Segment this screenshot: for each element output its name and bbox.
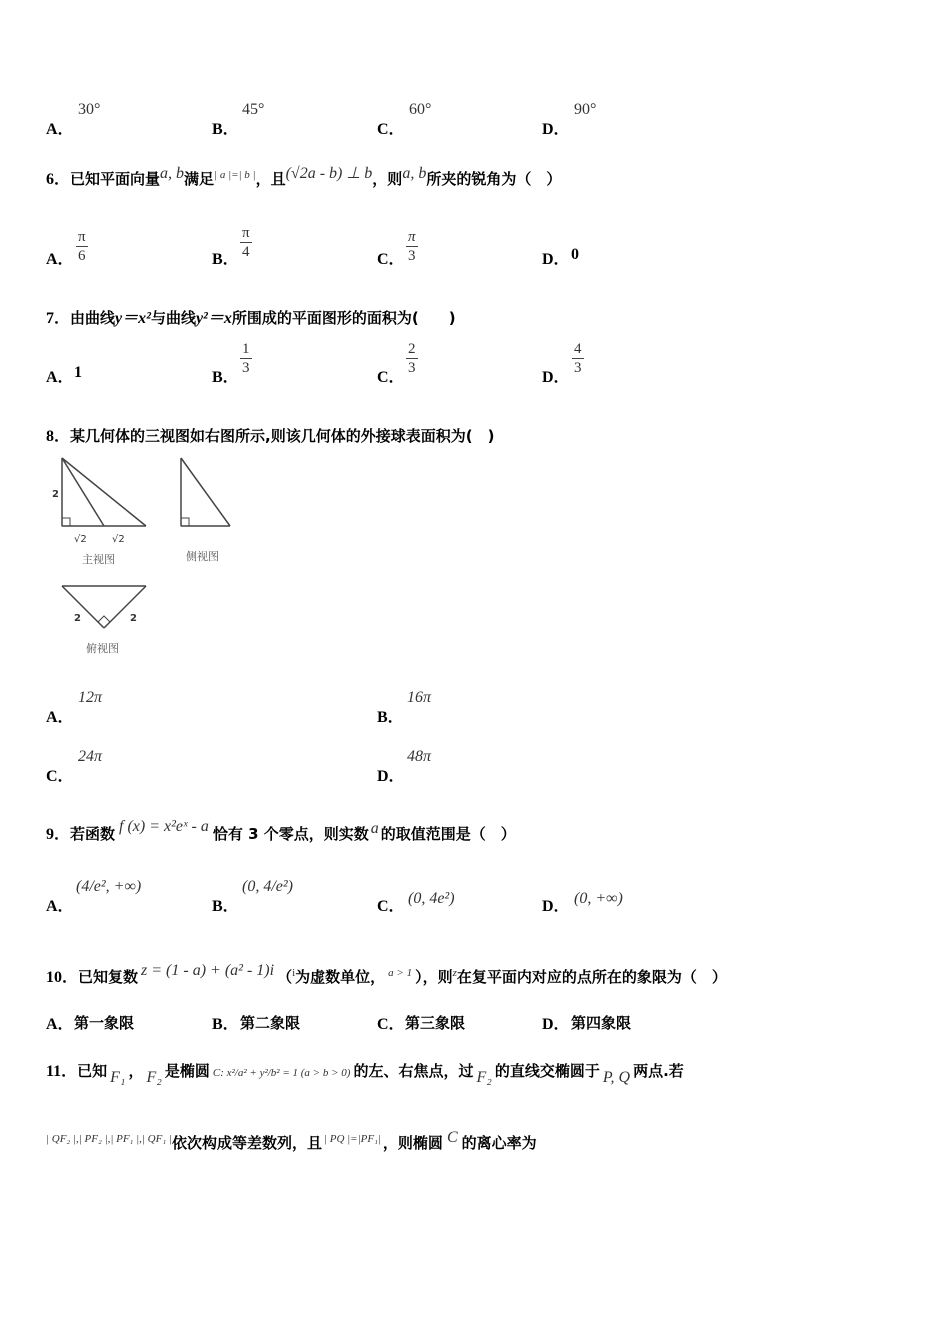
q10-option-c-value: 第三象限 — [405, 1014, 466, 1032]
q6-text-5: 所夹的锐角为（ ） — [426, 170, 562, 188]
q11-text-9: 的离心率为 — [461, 1134, 537, 1152]
q10-text-4: ），则 — [415, 968, 453, 986]
q9-text-2: 恰有 3 个零点，则实数 — [212, 825, 369, 843]
question-11-line-1 — [46, 1058, 684, 1086]
q6-number: 6． — [46, 171, 71, 188]
q11-math-3: C: x²/a² + y²/b² = 1 (a > b > 0) — [212, 1067, 351, 1079]
q5-option-b-value: 45° — [242, 101, 265, 118]
q5-option-a-label: A． — [46, 121, 74, 138]
front-base2-label: √2 — [112, 534, 125, 545]
q11-number: 11． — [46, 1063, 78, 1080]
q9-text-3: 的取值范围是（ ） — [380, 825, 516, 843]
q6-option-c-label: C． — [377, 251, 405, 268]
q11-math-4: F₂ — [476, 1069, 492, 1086]
q9-number: 9． — [46, 826, 71, 843]
q11-text-2: ， — [128, 1062, 144, 1080]
q11-math-8: C — [446, 1129, 458, 1146]
q10-option-b-value: 第二象限 — [240, 1014, 301, 1032]
q8-text: 某几何体的三视图如右图所示,则该几何体的外接球表面积为( ) — [70, 427, 495, 445]
question-9 — [46, 818, 516, 844]
q10-text-2: （ — [277, 968, 293, 986]
top-view-caption: 俯视图 — [86, 642, 119, 655]
q10-math-3: a > 1 — [388, 967, 413, 979]
q10-option-d-label: D． — [542, 1016, 570, 1033]
q6-math-1: a, b — [160, 165, 185, 182]
top-left-label: 2 — [74, 613, 81, 624]
q11-text-4: 的左、右焦点，过 — [353, 1062, 474, 1080]
q6-option-d-value: 0 — [571, 246, 579, 263]
q11-text-3: 是椭圆 — [164, 1062, 210, 1080]
q5-option-c-label: C． — [377, 121, 405, 138]
q8-option-b-value: 16π — [407, 689, 432, 706]
q6-option-d-label: D． — [542, 251, 570, 268]
front-height-label: 2 — [52, 489, 59, 500]
q7-text-3: 所围成的平面图形的面积为( ) — [231, 309, 456, 327]
q9-option-b-label: B． — [212, 898, 239, 915]
q7-option-b-label: B． — [212, 369, 239, 386]
q9-option-a-value: (4/e², +∞) — [76, 878, 142, 895]
q5-option-d-label: D． — [542, 121, 570, 138]
q7-option-a-label: A． — [46, 369, 74, 386]
q11-text-1: 已知 — [77, 1062, 108, 1080]
q11-math-2: F₂ — [146, 1069, 162, 1086]
q5-option-b-label: B． — [212, 121, 239, 138]
q10-text-5: 在复平面内对应的点所在的象限为（ ） — [456, 968, 727, 986]
q10-math-1: z = (1 - a) + (a² - 1)i — [141, 962, 275, 979]
q9-option-d-value: (0, +∞) — [574, 890, 623, 907]
top-view — [62, 586, 146, 655]
q7-option-c-frac: $\frac{2}{3}$ — [408, 341, 416, 376]
q6-math-4: a, b — [402, 165, 427, 182]
side-view — [181, 458, 230, 563]
q8-option-d-label: D． — [377, 768, 405, 785]
front-view — [52, 458, 146, 566]
q11-math-7: | PQ |=|PF₁| — [323, 1133, 381, 1145]
question-8 — [46, 423, 494, 446]
q9-option-c-value: (0, 4e²) — [408, 890, 455, 907]
q9-math-2: a — [370, 820, 379, 837]
question-7 — [46, 305, 456, 328]
q6-math-2: | a |=| b | — [214, 169, 256, 181]
q11-text-8: ，则椭圆 — [382, 1134, 443, 1152]
q6-text-1: 已知平面向量 — [70, 170, 161, 188]
q10-text-3: 为虚数单位， — [295, 968, 386, 986]
side-view-caption: 侧视图 — [186, 550, 219, 563]
q11-text-7: 依次构成等差数列，且 — [171, 1134, 322, 1152]
q10-option-a-value: 第一象限 — [74, 1014, 135, 1032]
q9-text-1: 若函数 — [70, 825, 116, 843]
q8-option-c-label: C． — [46, 768, 74, 785]
q7-option-c-label: C． — [377, 369, 405, 386]
q6-text-2: 满足 — [184, 170, 215, 188]
q6-text-3: ，且 — [255, 170, 286, 188]
q6-option-a-label: A． — [46, 251, 74, 268]
q10-math-4: z — [452, 967, 457, 979]
q11-math-5: P, Q — [602, 1069, 631, 1086]
q7-option-b-frac: $\frac{1}{3}$ — [242, 341, 250, 376]
q9-option-c-label: C． — [377, 898, 405, 915]
q6-option-b-label: B． — [212, 251, 239, 268]
q8-option-d-value: 48π — [407, 748, 432, 765]
front-base1-label: √2 — [74, 534, 87, 545]
q6-option-a-frac: $\frac{\pi}{6}$ — [78, 229, 86, 264]
q7-text-2: 与曲线 — [150, 309, 196, 327]
q9-option-d-label: D． — [542, 898, 570, 915]
q6-math-3: (√2a - b) ⊥ b — [285, 165, 373, 182]
question-6 — [46, 166, 561, 189]
q8-number: 8． — [46, 428, 71, 445]
q5-option-d-value: 90° — [574, 101, 597, 118]
q6-option-b-frac: $\frac{\pi}{4}$ — [242, 225, 250, 260]
question-10 — [46, 964, 727, 987]
q9-option-a-label: A． — [46, 898, 74, 915]
q8-option-c-value: 24π — [78, 748, 103, 765]
three-view-figure — [46, 452, 256, 662]
q9-math-1: f (x) = x²eˣ - a — [119, 818, 209, 835]
q8-option-a-label: A． — [46, 709, 74, 726]
q10-option-b-label: B． — [212, 1016, 239, 1033]
question-11-line-2 — [46, 1129, 537, 1153]
q7-option-a-value: 1 — [74, 364, 82, 381]
front-view-caption: 主视图 — [82, 553, 115, 566]
top-right-label: 2 — [130, 613, 137, 624]
q10-option-d-value: 第四象限 — [571, 1014, 632, 1032]
q10-math-2: i — [292, 967, 296, 979]
q11-math-6: | QF₂ |,| PF₂ |,| PF₁ |,| QF₁ | — [46, 1133, 172, 1145]
q10-number: 10． — [46, 969, 79, 986]
q10-option-a-label: A． — [46, 1016, 74, 1033]
q9-option-b-value: (0, 4/e²) — [242, 878, 293, 895]
q7-text-1: 由曲线 — [70, 309, 116, 327]
q7-math-1: y＝x² — [115, 310, 151, 327]
q10-text-1: 已知复数 — [78, 968, 139, 986]
q11-math-1: F₁ — [110, 1069, 126, 1086]
q10-option-c-label: C． — [377, 1016, 405, 1033]
q8-option-b-label: B． — [377, 709, 404, 726]
q7-option-d-frac: $\frac{4}{3}$ — [574, 341, 582, 376]
q11-text-6: 两点.若 — [633, 1062, 684, 1080]
q7-math-2: y²＝x — [195, 310, 232, 327]
q7-option-d-label: D． — [542, 369, 570, 386]
q7-number: 7． — [46, 310, 71, 327]
q11-text-5: 的直线交椭圆于 — [494, 1062, 600, 1080]
q6-option-c-frac: $\frac{\pi}{3}$ — [408, 229, 416, 264]
q6-text-4: ，则 — [372, 170, 403, 188]
q5-option-c-value: 60° — [409, 101, 432, 118]
q8-option-a-value: 12π — [78, 689, 103, 706]
q5-option-a-value: 30° — [78, 101, 101, 118]
